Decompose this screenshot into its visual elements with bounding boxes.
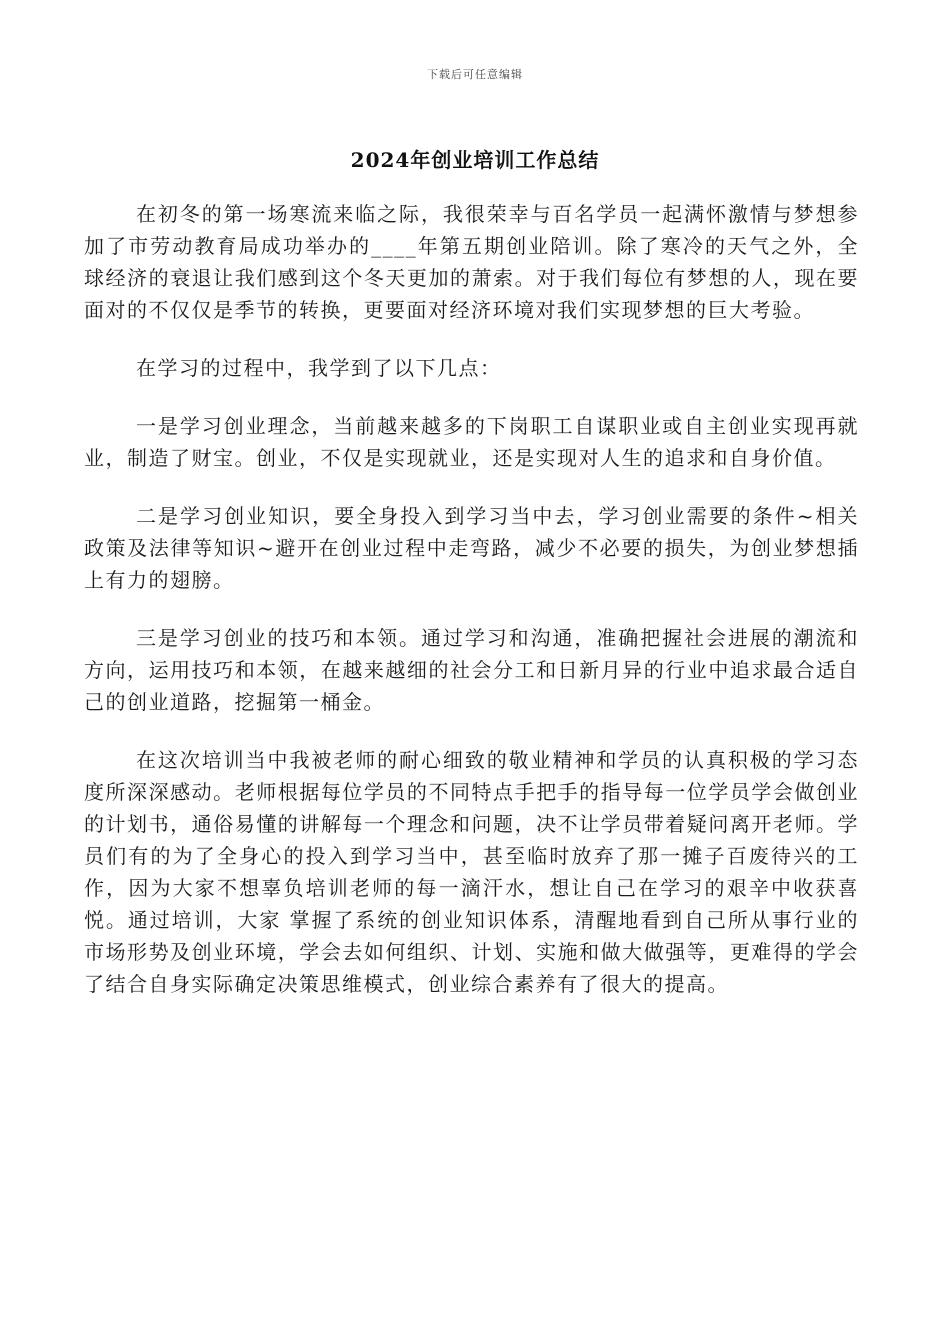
- document-title: 2024年创业培训工作总结: [350, 148, 600, 172]
- paragraph-intro: 在初冬的第一场寒流来临之际，我很荣幸与百名学员一起满怀激情与梦想参加了市劳动教育局成功举办的____年第五期创业陪训。除了寒冷的天气之外，全球经济的衰退让我们感到这个冬天更加的萧索。对于我们每位有梦想的人，现在要面对的不仅仅是季节的转换，更要面对经济环境对我们实现梦想的巨大考验。: [84, 202, 859, 322]
- paragraph-point-one: 一是学习创业理念，当前越来越多的下岗职工自谋职业或自主创业实现再就业，制造了财宝。创业，不仅是实现就业，还是实现对人生的追求和自身价值。: [84, 414, 859, 470]
- paragraph-learned-points: 在学习的过程中，我学到了以下几点：: [136, 356, 502, 380]
- paragraph-point-two: 二是学习创业知识，要全身投入到学习当中去，学习创业需要的条件~相关政策及法律等知识~避开在创业过程中走弯路，减少不必要的损失，为创业梦想插上有力的翅膀。: [84, 504, 859, 592]
- paragraph-point-three: 三是学习创业的技巧和本领。通过学习和沟通，准确把握社会进展的潮流和方向，运用技巧和本领，在越来越细的社会分工和日新月异的行业中追求最合适自己的创业道路，挖掘第一桶金。: [84, 626, 859, 714]
- paragraph-training-reflection: 在这次培训当中我被老师的耐心细致的敬业精神和学员的认真积极的学习态度所深深感动。老师根据每位学员的不同特点手把手的指导每一位学员学会做创业的计划书，通俗易懂的讲解每一个理念和问题，决不让学员带着疑问离开老师。学员们有的为了全身心的投入到学习当中，甚至临时放弃了那一摊子百废待兴的工作，因为大家不想辜负培训老师的每一滴汗水，想让自己在学习的艰辛中收获喜悦。通过培训，大家 掌握了系统的创业知识体系，清醒地看到自己所从事行业的市场形势及创业环境，学会去如何组织、计划、实施和做大做强等，更难得的学会了结合自身实际确定决策思维模式，创业综合素养有了很大的提高。: [84, 748, 859, 996]
- header-note: 下载后可任意编辑: [427, 68, 523, 81]
- document-body: [84, 198, 859, 1000]
